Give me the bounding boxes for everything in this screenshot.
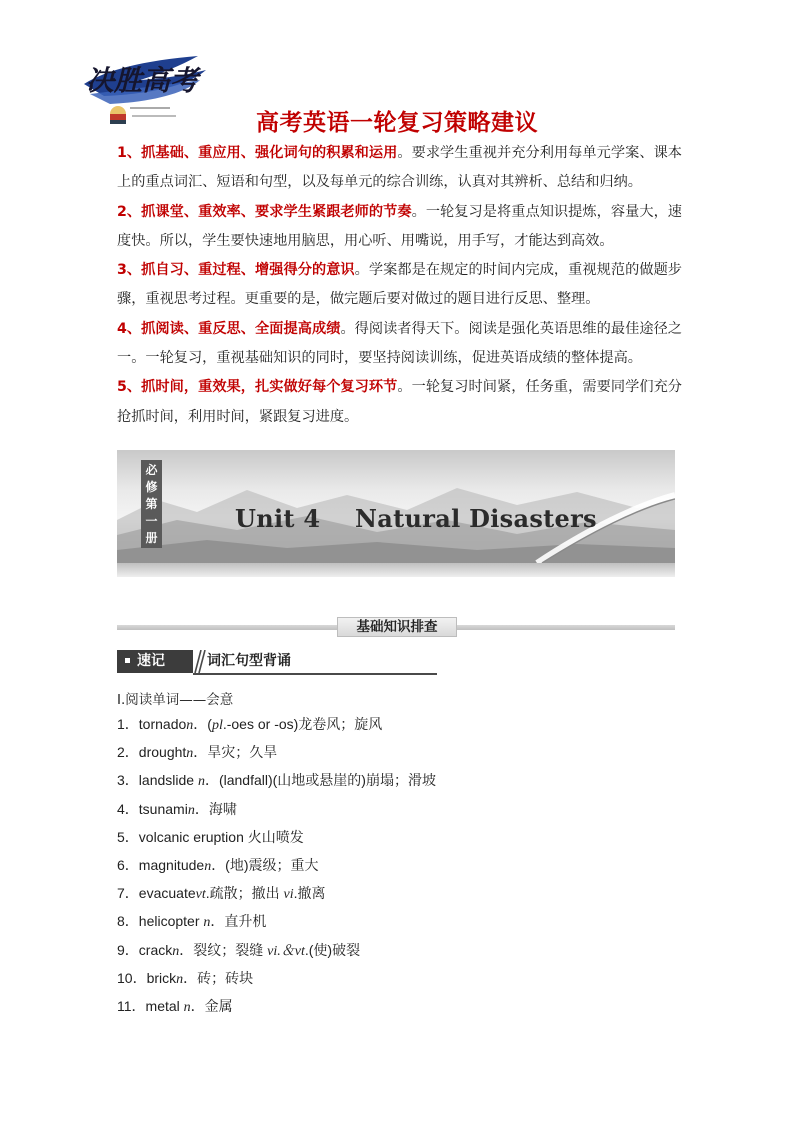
tab-char: 一 — [145, 513, 158, 528]
volume-tab — [141, 460, 162, 548]
list-item: 2．droughtn．旱灾；久旱 — [117, 744, 278, 762]
tip-item — [117, 373, 682, 432]
list-item: 11．metal n．金属 — [117, 998, 233, 1016]
tip-highlight: 1、抓基础、重应用、强化词句的积累和运用 — [117, 145, 398, 161]
tip-item — [117, 256, 682, 315]
list-item: 8．helicopter n．直升机 — [117, 913, 267, 931]
unit-title: Unit 4 Natural Disasters — [235, 504, 597, 533]
tip-highlight: 4、抓阅读、重反思、全面提高成绩 — [117, 320, 341, 337]
list-item: 4．tsunamin．海啸 — [117, 800, 237, 818]
list-item: 6．magnituden．(地)震级；重大 — [117, 857, 319, 875]
tab-char: 第 — [145, 496, 158, 511]
tip-item — [117, 198, 682, 257]
list-item: 7．evacuatevt.疏散；撤出 vi.撤离 — [117, 885, 326, 903]
banner-shadow — [117, 563, 675, 577]
subsection-header — [117, 650, 437, 675]
tip-item — [117, 139, 682, 198]
subsection-tag-label: 速记 — [137, 653, 165, 669]
subsection-title: 词汇句型背诵 — [207, 653, 291, 669]
list-item: 10．brickn．砖；砖块 — [117, 969, 254, 987]
list-item: 3．landslide n．(landfall)(山地或悬崖的)崩塌；滑坡 — [117, 772, 436, 790]
tab-char: 修 — [145, 479, 158, 494]
section-title: 基础知识排查 — [337, 617, 457, 637]
study-tips — [117, 139, 682, 432]
tip-highlight: 2、抓课堂、重效率、要求学生紧跟老师的节奏 — [117, 203, 412, 220]
tip-body: 。一轮复习是将重点知识提炼，容量大，速度快。所以，学生要快速地用脑思，用心听、用嘴说，用手写，才能达到高效。 — [117, 203, 682, 249]
logo-text: 决胜高考 — [86, 64, 199, 97]
tab-char: 册 — [145, 530, 158, 545]
vocab-heading: Ⅰ.阅读单词——会意 — [117, 692, 234, 708]
tip-item — [117, 315, 682, 374]
vocab-list — [117, 711, 677, 1021]
tip-body: 。得阅读者得天下。阅读是强化英语思维的最佳途径之一。一轮复习，重视基础知识的同时，要坚持阅读训练，促进英语成绩的整体提高。 — [117, 320, 682, 367]
subsection-underline — [193, 673, 437, 675]
tip-body: 。要求学生重视并充分利用每单元学案、课本上的重点词汇、短语和句型，以及每单元的综合训练，认真对其辨析、总结和归纳。 — [117, 145, 682, 191]
tip-body: 。学案都是在规定的时间内完成，重视规范的做题步骤，重视思考过程。更重要的是，做完题后要对做过的题目进行反思、整理。 — [117, 262, 682, 308]
tab-char: 必 — [145, 462, 158, 477]
tip-highlight: 5、抓时间，重效果，扎实做好每个复习环节 — [117, 379, 398, 396]
tip-body: 。一轮复习时间紧，任务重，需要同学们充分抢抓时间，利用时间，紧跟复习进度。 — [117, 379, 682, 425]
slash-divider-icon — [193, 650, 207, 675]
list-item: 1．tornadon．(pl.-oes or -os)龙卷风；旋风 — [117, 716, 383, 733]
page-title: 高考英语一轮复习策略建议 — [256, 110, 538, 136]
unit-banner — [117, 450, 675, 563]
square-bullet-icon — [125, 658, 130, 663]
subsection-tag — [117, 650, 193, 673]
list-item: 5．volcanic eruption 火山喷发 — [117, 828, 304, 845]
section-header — [117, 617, 675, 635]
list-item: 9．crackn．裂纹；裂缝 vi.＆vt.(使)破裂 — [117, 941, 361, 959]
tip-highlight: 3、抓自习、重过程、增强得分的意识 — [117, 262, 355, 279]
